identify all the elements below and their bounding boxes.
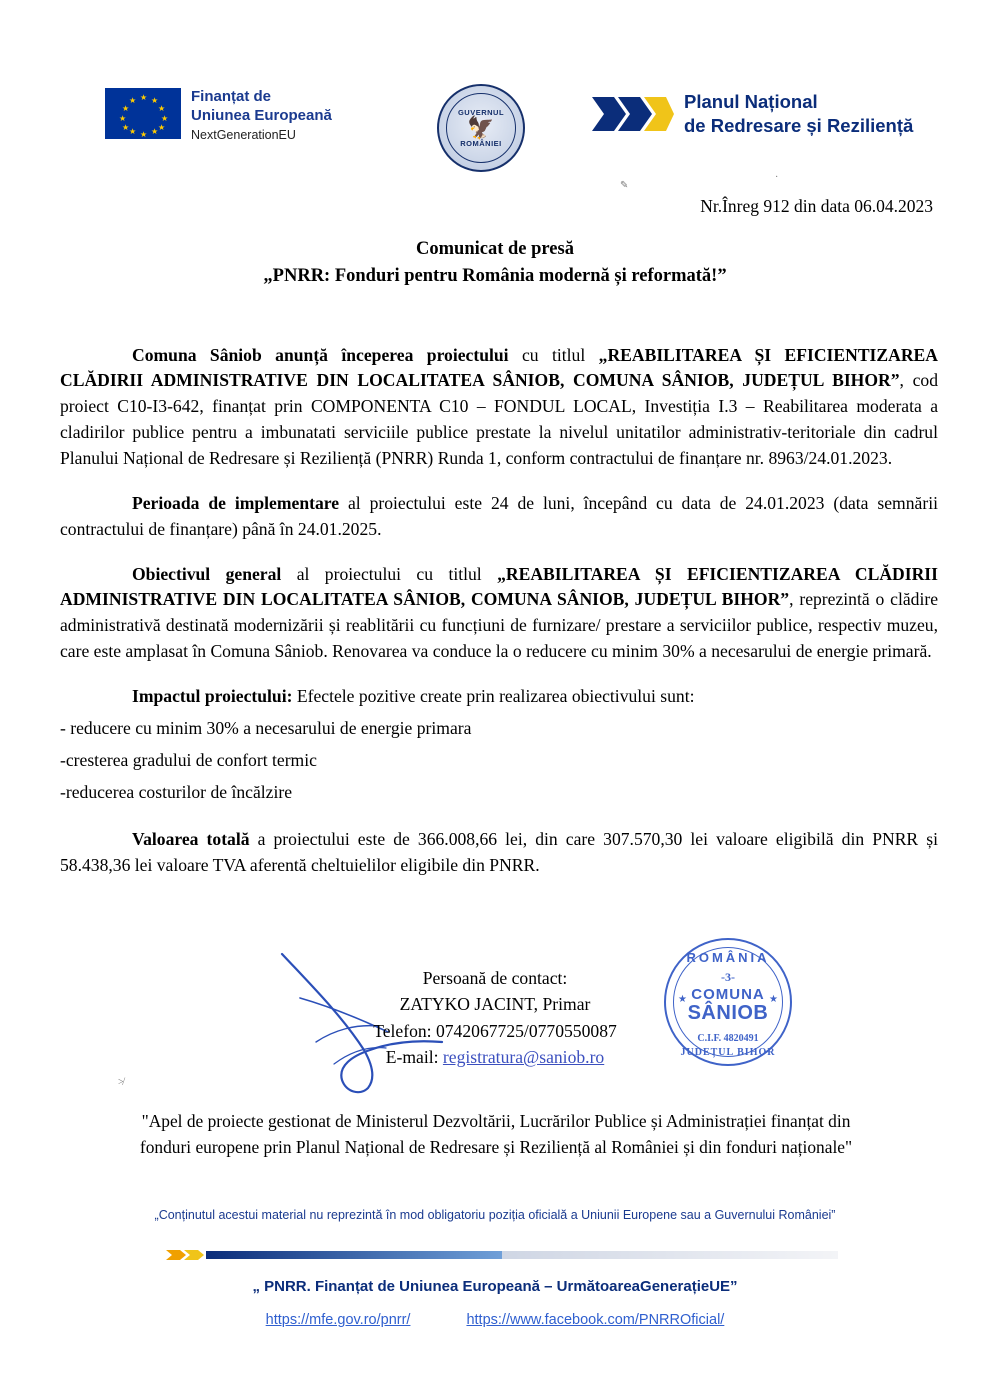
page-title (0, 236, 990, 290)
p3-lead: Obiectivul general (132, 563, 282, 584)
scan-artifact-2: · (775, 172, 779, 183)
funding-quote-line1: "Apel de proiecte gestionat de Ministerul Dezvoltării, Lucrărilor Publice și Administrației finanțat din (141, 1111, 851, 1131)
footer-link-mfe[interactable]: https://mfe.gov.ro/pnrr/ (265, 1312, 411, 1328)
government-of-romania-seal (437, 84, 525, 172)
contact-email-row (0, 1044, 990, 1070)
p1-lead: Comuna Sâniob anunță începerea proiectului (132, 344, 509, 365)
eu-funding-logo (105, 88, 332, 143)
contact-email-label: E-mail: (385, 1047, 443, 1068)
scan-artifact-3: ≯ (118, 1077, 124, 1088)
p4-rest: Efectele pozitive create prin realizarea obiectivului sunt: (292, 686, 695, 707)
stamp-cif: C.I.F. 4820491 (697, 1033, 759, 1044)
p3-mid: al proiectului cu titlul (281, 563, 498, 584)
eu-logo-line2: Uniunea Europeană (191, 106, 332, 124)
seal-inner-ring (446, 93, 516, 163)
paragraph-general-objective (60, 562, 938, 665)
p5-lead: Valoarea totală (132, 829, 250, 850)
contact-email-link[interactable]: registratura@saniob.ro (442, 1047, 605, 1068)
p5-rest: a proiectului este de 366.008,66 lei, din care 307.570,30 lei valoare eligibilă din PNRR și 58.438,36 lei valoare TVA aferentă cheltuielilor eligibile din PNRR. (60, 829, 938, 876)
stamp-star-left-icon: ★ (678, 994, 687, 1005)
seal-bottom-text: ROMÂNIEI (460, 139, 502, 148)
contact-phone: Telefon: 0742067725/0770550087 (373, 1020, 617, 1041)
footer-gradient-bar (166, 1248, 838, 1262)
eagle-crest-icon: 🦅 (467, 115, 495, 140)
eu-logo-line1: Finanțat de (191, 88, 272, 105)
page-title-line2: „PNRR: Fonduri pentru România modernă și reformată!” (263, 265, 727, 286)
paragraph-implementation-period (60, 491, 938, 543)
p2-lead: Perioada de implementare (132, 492, 340, 513)
paragraph-project-announcement (60, 343, 938, 472)
stamp-commune-label: COMUNA (691, 986, 765, 1003)
pnrr-logo-line1: Planul Național (684, 91, 818, 112)
paragraph-project-impact (60, 684, 938, 710)
p4-lead: Impactul proiectului: (132, 686, 293, 707)
p1-mid: cu titlul (508, 344, 599, 365)
impact-bullet-1: - reducere cu minim 30% a necesarului de energie primara (60, 717, 472, 738)
stamp-number: -3- (721, 970, 735, 984)
stamp-county: JUDEȚUL BIHOR (680, 1047, 776, 1058)
european-union-flag-icon: ★ ★ ★ ★ ★ ★ ★ ★ ★ ★ ★ ★ (105, 88, 181, 139)
document-body (60, 325, 938, 898)
funding-quote (96, 1108, 896, 1160)
page-title-line1: Comunicat de presă (416, 239, 574, 259)
impact-bullet-2: -cresterea gradului de confort termic (60, 749, 317, 770)
p2-rest: al proiectului este 24 de luni, începând cu data de 24.01.2023 (data semnării contractului de finanțare) până în 24.01.2025. (60, 492, 938, 539)
contact-name: ZATYKO JACINT, Primar (399, 994, 591, 1015)
seal-top-text: GUVERNUL (457, 108, 505, 117)
registration-number: Nr.Înreg 912 din data 06.04.2023 (700, 196, 933, 216)
stamp-commune-name: SÂNIOB (687, 1002, 769, 1024)
document-header (0, 88, 990, 168)
scan-artifact-1: ✎ (620, 180, 629, 191)
pnrr-arrows-icon (592, 93, 674, 135)
contact-label: Persoană de contact: (422, 968, 568, 988)
eu-disclaimer: „Conținutul acestui material nu reprezintă în mod obligatoriu poziția oficială a Uniunii Europene sau a Guvernului României” (154, 1208, 836, 1222)
p1-rest: , cod proiect C10-I3-642, finanțat prin COMPONENTA C10 – FONDUL LOCAL, Investiția I.3 – Reabilitarea moderata a cladirilor publice pentru a imbunatati serviciile publice prestate la nivelul unitatilor administrativ-teritoriale din cadrul Planului Național de Redresare și Reziliență (PNRR) Runda 1, conform contractului de finanțare nr. 8963/24.01.2023. (60, 370, 938, 469)
eu-logo-line3: NextGenerationEU (191, 127, 296, 142)
pnrr-logo (592, 90, 913, 138)
footer-title: „ PNRR. Finanțat de Uniunea Europeană – UrmătoareaGenerațieUE” (252, 1278, 738, 1295)
p3-rest: , reprezintă o clădire administrativă destinată modernizării și reablitării cu funcțiuni de furnizare/ prestare a serviciilor publice, respectiv muzeu, care este amplasat în Comuna Sâniob. Renovarea va conduce la o reducere cu minim 30% a necesarului de energie primară. (60, 589, 938, 662)
paragraph-total-value (60, 827, 938, 879)
contact-block (0, 965, 990, 1071)
pnrr-logo-line2: de Redresare și Reziliență (684, 115, 914, 137)
footer-link-facebook[interactable]: https://www.facebook.com/PNRROficial/ (466, 1312, 725, 1328)
funding-quote-line2: fonduri europene prin Planul Național de Redresare și Reziliență al României și din fonduri naționale" (139, 1137, 853, 1158)
stamp-country: ROMÂNIA (686, 950, 770, 965)
p3-project-title: „REABILITAREA ȘI EFICIENTIZAREA CLĂDIRII ADMINISTRATIVE DIN LOCALITATEA SÂNIOB, COMUNA SÂNIOB, JUDEȚUL BIHOR” (60, 563, 938, 610)
footer-links (0, 1312, 990, 1328)
stamp-star-right-icon: ★ (769, 994, 778, 1005)
p1-project-title: „REABILITAREA ȘI EFICIENTIZAREA CLĂDIRII ADMINISTRATIVE DIN LOCALITATEA SÂNIOB, COMUNA SÂNIOB, JUDEȚUL BIHOR” (60, 344, 938, 391)
impact-bullet-3: -reducerea costurilor de încălzire (60, 781, 293, 802)
